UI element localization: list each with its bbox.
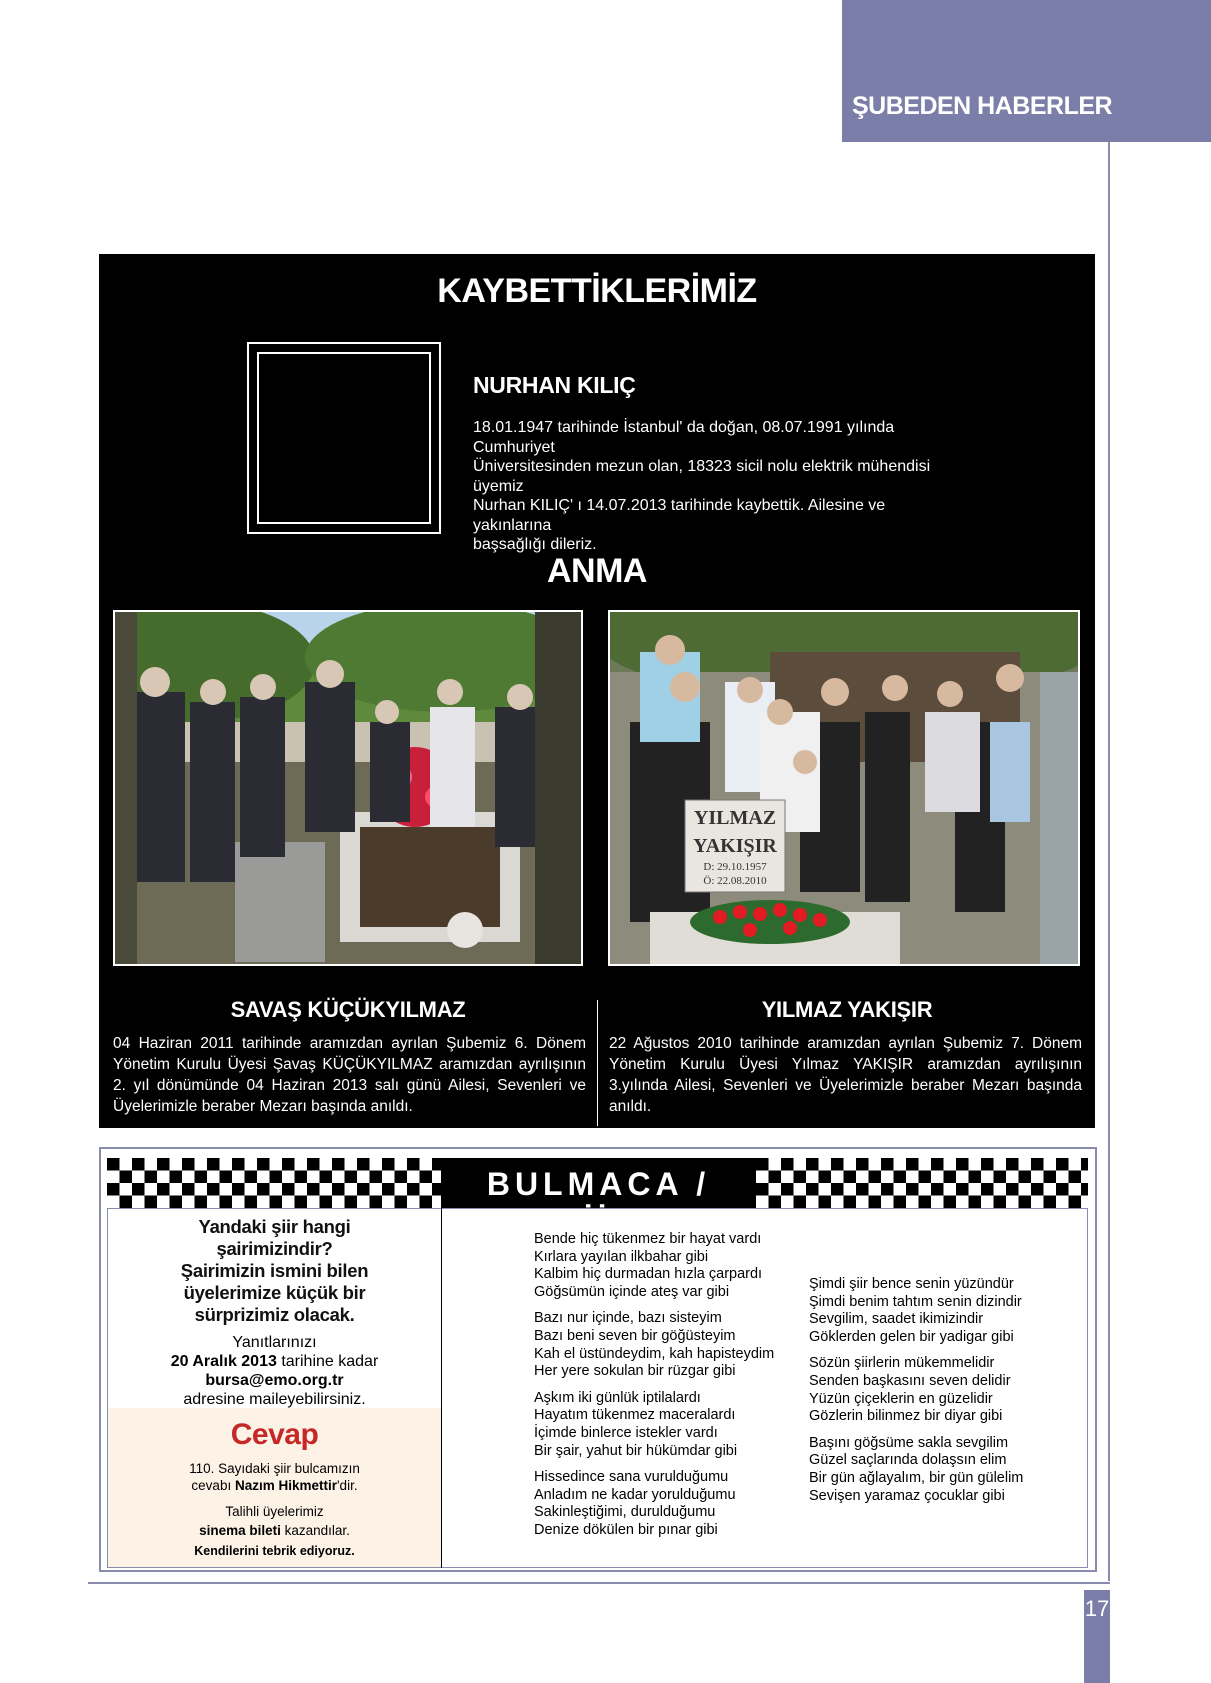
checker-square bbox=[969, 1196, 982, 1209]
obituary-photo-frame bbox=[247, 342, 441, 534]
checker-square bbox=[382, 1158, 395, 1171]
checker-square bbox=[220, 1171, 233, 1184]
puzzle-question bbox=[108, 1216, 441, 1326]
poem-line: Göklerden gelen bir yadigar gibi bbox=[809, 1328, 1014, 1345]
poem-column-1 bbox=[534, 1231, 774, 1549]
question-line: Yandaki şiir hangi bbox=[198, 1216, 351, 1237]
checker-square bbox=[232, 1183, 245, 1196]
poem-line: İçimde binlerce istekler vardı bbox=[534, 1424, 718, 1441]
obituary-name: NURHAN KILIÇ bbox=[473, 372, 636, 398]
checker-square bbox=[956, 1183, 969, 1196]
puzzle-column-divider bbox=[441, 1208, 442, 1568]
answer-post: 'dir. bbox=[336, 1478, 358, 1493]
checker-square bbox=[756, 1158, 769, 1171]
checker-square bbox=[395, 1196, 408, 1209]
checker-square bbox=[420, 1171, 433, 1184]
poem-line: Göğsümün içinde ateş var gibi bbox=[534, 1283, 730, 1300]
poem-line: Kah el üstündeydim, kah hapisteydim bbox=[534, 1345, 775, 1362]
right-margin-rule bbox=[1108, 142, 1110, 1581]
poem-line: Sevişen yaramaz çocuklar gibi bbox=[809, 1487, 1005, 1504]
poem-column-2 bbox=[809, 1276, 1023, 1514]
checker-square bbox=[1031, 1158, 1044, 1171]
graveside-photo-left-image bbox=[115, 612, 581, 964]
question-line: üyelerimize küçük bir bbox=[183, 1282, 366, 1303]
stone-name-2: YAKIŞIR bbox=[693, 835, 777, 857]
checker-square bbox=[332, 1183, 345, 1196]
checker-square bbox=[157, 1158, 170, 1171]
checker-square bbox=[844, 1196, 857, 1209]
checker-square bbox=[120, 1196, 133, 1209]
checker-square bbox=[881, 1158, 894, 1171]
checker-square bbox=[1081, 1183, 1088, 1196]
checker-square bbox=[756, 1183, 769, 1196]
checker-square bbox=[207, 1158, 220, 1171]
poem-line: Bazı nur içinde, bazı sisteyim bbox=[534, 1310, 722, 1327]
poem-line: Her yere sokulan bir rüzgar gibi bbox=[534, 1363, 736, 1380]
checker-square bbox=[1069, 1171, 1082, 1184]
checker-square bbox=[195, 1196, 208, 1209]
poem-line: Yüzün çiçeklerin en güzelidir bbox=[809, 1390, 993, 1407]
poem-line: Denize dökülen bir pınar gibi bbox=[534, 1521, 718, 1538]
graveside-photo-left bbox=[113, 610, 583, 966]
checker-square bbox=[295, 1196, 308, 1209]
checker-square bbox=[994, 1196, 1007, 1209]
checkered-banner-right bbox=[756, 1158, 1088, 1208]
obituary-text bbox=[473, 418, 953, 555]
checker-square bbox=[345, 1171, 358, 1184]
poem-stanza bbox=[534, 1390, 774, 1460]
checker-square bbox=[1081, 1158, 1088, 1171]
checker-square bbox=[1031, 1183, 1044, 1196]
checker-square bbox=[207, 1183, 220, 1196]
checker-square bbox=[170, 1171, 183, 1184]
checker-square bbox=[1006, 1158, 1019, 1171]
checker-square bbox=[120, 1171, 133, 1184]
checker-square bbox=[182, 1183, 195, 1196]
checker-square bbox=[894, 1196, 907, 1209]
checker-square bbox=[370, 1171, 383, 1184]
checker-square bbox=[132, 1183, 145, 1196]
winners-prize-rest: kazandılar. bbox=[280, 1523, 350, 1538]
graveside-photo-right bbox=[608, 610, 1080, 966]
checker-square bbox=[931, 1183, 944, 1196]
checker-square bbox=[407, 1183, 420, 1196]
obituary-line: Üniversitesinden mezun olan, 18323 sicil nolu elektrik mühendisi üyemiz bbox=[473, 458, 931, 495]
poem-line: Gözlerin bilinmez bir diyar gibi bbox=[809, 1408, 1003, 1425]
poem-line: Sevgilim, saadet ikimizindir bbox=[809, 1311, 984, 1328]
checker-square bbox=[145, 1171, 158, 1184]
column-divider bbox=[597, 1000, 598, 1126]
poem-stanza bbox=[534, 1469, 774, 1539]
answer-line: 110. Sayıdaki şiir bulcamızın bbox=[189, 1461, 360, 1476]
question-line: Şairimizin ismini bilen bbox=[180, 1260, 369, 1281]
checker-square bbox=[307, 1183, 320, 1196]
checker-square bbox=[1044, 1196, 1057, 1209]
checker-square bbox=[981, 1183, 994, 1196]
puzzle-title-bar bbox=[441, 1158, 756, 1239]
answer-line-poet bbox=[108, 1477, 441, 1494]
checker-square bbox=[382, 1183, 395, 1196]
section-title: ŞUBEDEN HABERLER bbox=[852, 92, 1113, 120]
memorial-text-left: 04 Haziran 2011 tarihinde aramızdan ayrılan Şubemiz 6. Dönem Yönetim Kurulu Üyesi Şavaş KÜÇÜKYILMAZ aramızdan ayrılışının 2. yıl dönümünde 04 Haziran 2013 salı günü Ailesi, Sevenleri ve Üyelerimizle beraber Mezarı başında anıldı. bbox=[113, 1035, 586, 1115]
winners-congrats: Kendilerini tebrik ediyoruz. bbox=[194, 1544, 355, 1558]
poem-stanza bbox=[809, 1276, 1023, 1346]
checker-square bbox=[981, 1158, 994, 1171]
checker-square bbox=[944, 1196, 957, 1209]
checker-square bbox=[232, 1158, 245, 1171]
poem-line: Bazı beni seven bir göğüsteyim bbox=[534, 1327, 736, 1344]
poem-line: Şimdi şiir bence senin yüzündür bbox=[809, 1276, 1014, 1292]
obituary-line: Nurhan KILIÇ' ı 14.07.2013 tarihinde kaybettik. Ailesine ve yakınlarına bbox=[473, 497, 886, 534]
checker-square bbox=[1056, 1183, 1069, 1196]
poem-stanza bbox=[534, 1231, 774, 1301]
poem-stanza bbox=[809, 1355, 1023, 1425]
checker-square bbox=[145, 1196, 158, 1209]
checker-square bbox=[769, 1171, 782, 1184]
poem-line: Sakinleştiğimi, durulduğumu bbox=[534, 1504, 716, 1521]
page-number: 17 bbox=[1084, 1596, 1110, 1621]
checker-square bbox=[345, 1196, 358, 1209]
checker-square bbox=[1069, 1196, 1082, 1209]
puzzle-bottom-rule bbox=[88, 1582, 1110, 1584]
checker-square bbox=[831, 1158, 844, 1171]
checker-square bbox=[844, 1171, 857, 1184]
checker-square bbox=[282, 1183, 295, 1196]
checker-square bbox=[794, 1171, 807, 1184]
question-line: şairimizindir? bbox=[216, 1238, 333, 1259]
poem-line: Hissedince sana vurulduğumu bbox=[534, 1469, 729, 1486]
checker-square bbox=[906, 1158, 919, 1171]
reply-date: 20 Aralık 2013 bbox=[170, 1353, 277, 1370]
checker-square bbox=[370, 1196, 383, 1209]
obituary-line: 18.01.1947 tarihinde İstanbul' da doğan, 08.07.1991 yılında Cumhuriyet bbox=[473, 419, 895, 456]
checker-square bbox=[1006, 1183, 1019, 1196]
reply-line: Yanıtlarınızı bbox=[232, 1334, 317, 1351]
reply-date-rest: tarihine kadar bbox=[276, 1353, 379, 1370]
poem-stanza bbox=[809, 1435, 1023, 1505]
checker-square bbox=[270, 1171, 283, 1184]
poem-line: Bir gün ağlayalım, bir gün gülelim bbox=[809, 1469, 1024, 1486]
stone-death: Ö: 22.08.2010 bbox=[703, 875, 767, 887]
checker-square bbox=[157, 1183, 170, 1196]
poem-stanza bbox=[534, 1310, 774, 1380]
checker-square bbox=[931, 1158, 944, 1171]
stone-birth: D: 29.10.1957 bbox=[703, 861, 767, 873]
checker-square bbox=[107, 1183, 120, 1196]
checker-square bbox=[432, 1158, 441, 1171]
checker-square bbox=[806, 1183, 819, 1196]
poem-line: Başını göğsüme sakla sevgilim bbox=[809, 1434, 1009, 1451]
checker-square bbox=[919, 1196, 932, 1209]
checker-square bbox=[307, 1158, 320, 1171]
question-line: sürprizimiz olacak. bbox=[194, 1304, 355, 1325]
memorial-panel bbox=[99, 254, 1095, 1128]
checker-square bbox=[819, 1196, 832, 1209]
checker-square bbox=[245, 1171, 258, 1184]
checker-square bbox=[944, 1171, 957, 1184]
checker-square bbox=[856, 1158, 869, 1171]
checker-square bbox=[257, 1158, 270, 1171]
checker-square bbox=[357, 1183, 370, 1196]
poem-line: Güzel saçlarında dolaşsın elim bbox=[809, 1452, 1007, 1469]
checker-square bbox=[407, 1158, 420, 1171]
poem-line: Aşkım iki günlük iptilalardı bbox=[534, 1389, 701, 1406]
checker-square bbox=[220, 1196, 233, 1209]
answer-pre: cevabı bbox=[191, 1478, 235, 1493]
checker-square bbox=[969, 1171, 982, 1184]
checker-square bbox=[132, 1158, 145, 1171]
checker-square bbox=[894, 1171, 907, 1184]
checker-square bbox=[869, 1171, 882, 1184]
obituary-photo-frame-inner bbox=[257, 352, 431, 524]
checker-square bbox=[781, 1158, 794, 1171]
poem-line: Bende hiç tükenmez bir hayat vardı bbox=[534, 1231, 762, 1247]
poem-line: Senden başkasını seven delidir bbox=[809, 1372, 1011, 1389]
checker-square bbox=[1044, 1171, 1057, 1184]
poem-line: Bir şair, yahut bir hükümdar gibi bbox=[534, 1442, 738, 1459]
anma-title: ANMA bbox=[547, 552, 647, 590]
poem-line: Kalbim hiç durmadan hızla çarpardı bbox=[534, 1266, 763, 1283]
checker-square bbox=[195, 1171, 208, 1184]
winners-prize-bold: sinema bileti bbox=[199, 1523, 281, 1538]
answer-poet: Nazım Hikmettir bbox=[234, 1478, 337, 1493]
checker-square bbox=[869, 1196, 882, 1209]
poem-line: Anladım ne kadar yorulduğumu bbox=[534, 1486, 736, 1503]
checker-square bbox=[881, 1183, 894, 1196]
checker-square bbox=[919, 1171, 932, 1184]
poem-line: Hayatım tükenmez maceralardı bbox=[534, 1407, 736, 1424]
checker-square bbox=[794, 1196, 807, 1209]
checker-square bbox=[1019, 1171, 1032, 1184]
checker-square bbox=[781, 1183, 794, 1196]
poem-line: Kırlara yayılan ilkbahar gibi bbox=[534, 1248, 709, 1265]
reply-deadline bbox=[108, 1352, 441, 1371]
checker-square bbox=[1019, 1196, 1032, 1209]
checker-square bbox=[295, 1171, 308, 1184]
checker-square bbox=[420, 1196, 433, 1209]
checker-square bbox=[856, 1183, 869, 1196]
checker-square bbox=[806, 1158, 819, 1171]
checker-square bbox=[332, 1158, 345, 1171]
checker-square bbox=[1056, 1158, 1069, 1171]
obituary-line: başsağlığı dileriz. bbox=[473, 536, 597, 553]
section-tab bbox=[842, 0, 1211, 142]
checker-square bbox=[906, 1183, 919, 1196]
checker-square bbox=[395, 1171, 408, 1184]
checker-square bbox=[831, 1183, 844, 1196]
memorial-name-right: YILMAZ YAKIŞIR bbox=[761, 997, 933, 1022]
graveside-photo-right-image bbox=[610, 612, 1078, 964]
checkered-banner-left bbox=[107, 1158, 441, 1208]
checker-square bbox=[994, 1171, 1007, 1184]
memorial-title: KAYBETTİKLERİMİZ bbox=[437, 272, 757, 310]
memorial-text-right: 22 Ağustos 2010 tarihinde aramızdan ayrılan Şubemiz 7. Dönem Yönetim Kurulu Üyesi Yılmaz YAKIŞIR aramızdan ayrılışının 3.yılında Ailesi, Sevenleri ve Üyelerimizle beraber Mezarı başında anıldı. bbox=[609, 1035, 1082, 1115]
checker-square bbox=[257, 1183, 270, 1196]
checker-square bbox=[270, 1196, 283, 1209]
winners-line: Talihli üyelerimiz bbox=[225, 1504, 324, 1519]
checker-square bbox=[432, 1183, 441, 1196]
checker-square bbox=[245, 1196, 258, 1209]
memorial-name-left: SAVAŞ KÜÇÜKYILMAZ bbox=[230, 997, 466, 1022]
checker-square bbox=[819, 1171, 832, 1184]
poem-line: Şimdi benim tahtım senin dizindir bbox=[809, 1293, 1022, 1310]
checker-square bbox=[107, 1158, 120, 1171]
checker-square bbox=[282, 1158, 295, 1171]
puzzle-title: BULMACA / ŞİİR bbox=[486, 1166, 711, 1239]
stone-name-1: YILMAZ bbox=[693, 807, 777, 829]
poem-line: Sözün şiirlerin mükemmelidir bbox=[809, 1355, 995, 1372]
checker-square bbox=[769, 1196, 782, 1209]
page-number-box bbox=[1084, 1590, 1110, 1683]
checker-square bbox=[320, 1171, 333, 1184]
winners-prize bbox=[108, 1522, 441, 1539]
answer-title: Cevap bbox=[230, 1418, 319, 1451]
checker-square bbox=[182, 1158, 195, 1171]
checker-square bbox=[170, 1196, 183, 1209]
reply-email[interactable]: bursa@emo.org.tr bbox=[205, 1372, 344, 1389]
checker-square bbox=[320, 1196, 333, 1209]
checker-square bbox=[956, 1158, 969, 1171]
checker-square bbox=[357, 1158, 370, 1171]
reply-instruction: adresine maileyebilirsiniz. bbox=[183, 1391, 366, 1408]
